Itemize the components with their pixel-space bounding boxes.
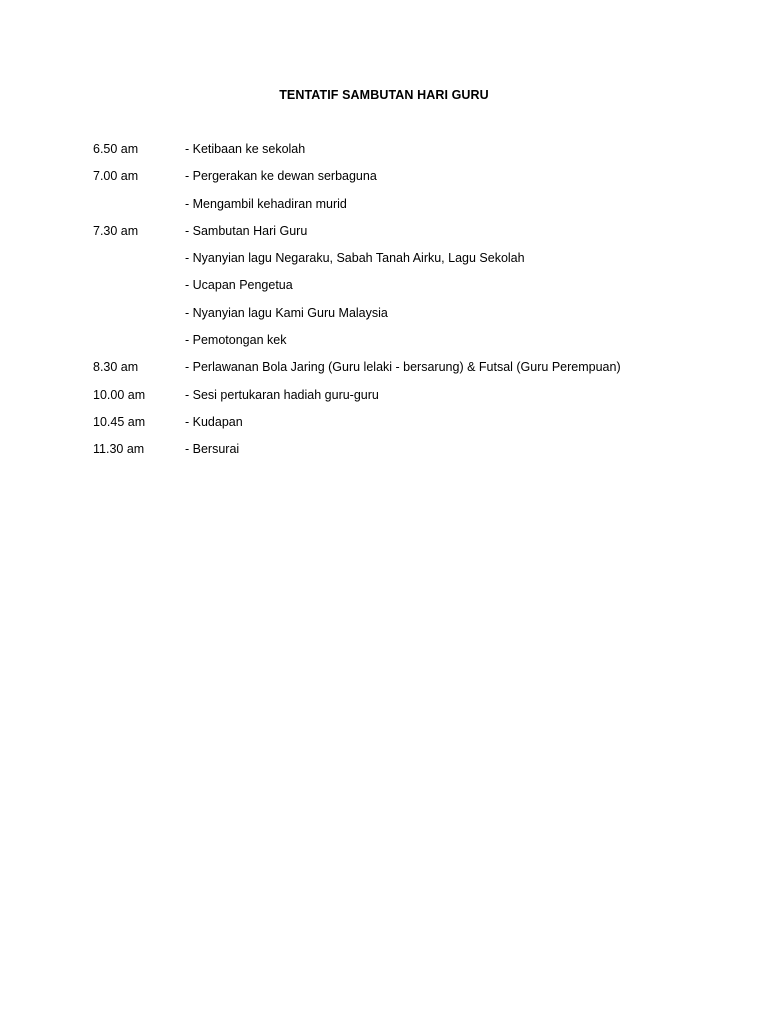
schedule-row	[93, 249, 733, 276]
schedule-activity: - Sambutan Hari Guru	[185, 223, 308, 238]
schedule-activity: - Nyanyian lagu Kami Guru Malaysia	[185, 305, 388, 320]
document-title: TENTATIF SAMBUTAN HARI GURU	[279, 88, 489, 102]
schedule-row	[93, 331, 733, 358]
schedule-row	[93, 276, 733, 303]
schedule-activity: - Mengambil kehadiran murid	[185, 196, 347, 211]
schedule-time: 7.30 am	[93, 223, 139, 238]
schedule-activity: - Ketibaan ke sekolah	[185, 142, 306, 156]
schedule-activity: - Perlawanan Bola Jaring (Guru lelaki - bersarung) & Futsal (Guru Perempuan)	[185, 360, 621, 375]
schedule-row	[93, 304, 733, 331]
schedule-row	[93, 358, 733, 385]
schedule-list	[93, 140, 733, 468]
schedule-time: 6.50 am	[93, 142, 139, 156]
schedule-row	[93, 222, 733, 249]
schedule-activity: - Pergerakan ke dewan serbaguna	[185, 169, 377, 184]
schedule-time: 7.00 am	[93, 169, 139, 184]
schedule-row	[93, 167, 733, 194]
schedule-activity: - Nyanyian lagu Negaraku, Sabah Tanah Airku, Lagu Sekolah	[185, 251, 525, 266]
schedule-row	[93, 413, 733, 440]
schedule-row	[93, 140, 733, 167]
schedule-time: 10.45 am	[93, 414, 146, 429]
schedule-row	[93, 440, 733, 467]
schedule-activity: - Ucapan Pengetua	[185, 278, 293, 293]
schedule-time: 10.00 am	[93, 387, 146, 402]
schedule-row	[93, 195, 733, 222]
schedule-activity: - Kudapan	[185, 414, 243, 429]
schedule-time: 8.30 am	[93, 360, 139, 375]
schedule-row	[93, 386, 733, 413]
schedule-activity: - Pemotongan kek	[185, 333, 287, 348]
schedule-activity: - Bersurai	[185, 442, 240, 457]
schedule-time: 11.30 am	[93, 442, 145, 457]
schedule-activity: - Sesi pertukaran hadiah guru-guru	[185, 387, 379, 402]
